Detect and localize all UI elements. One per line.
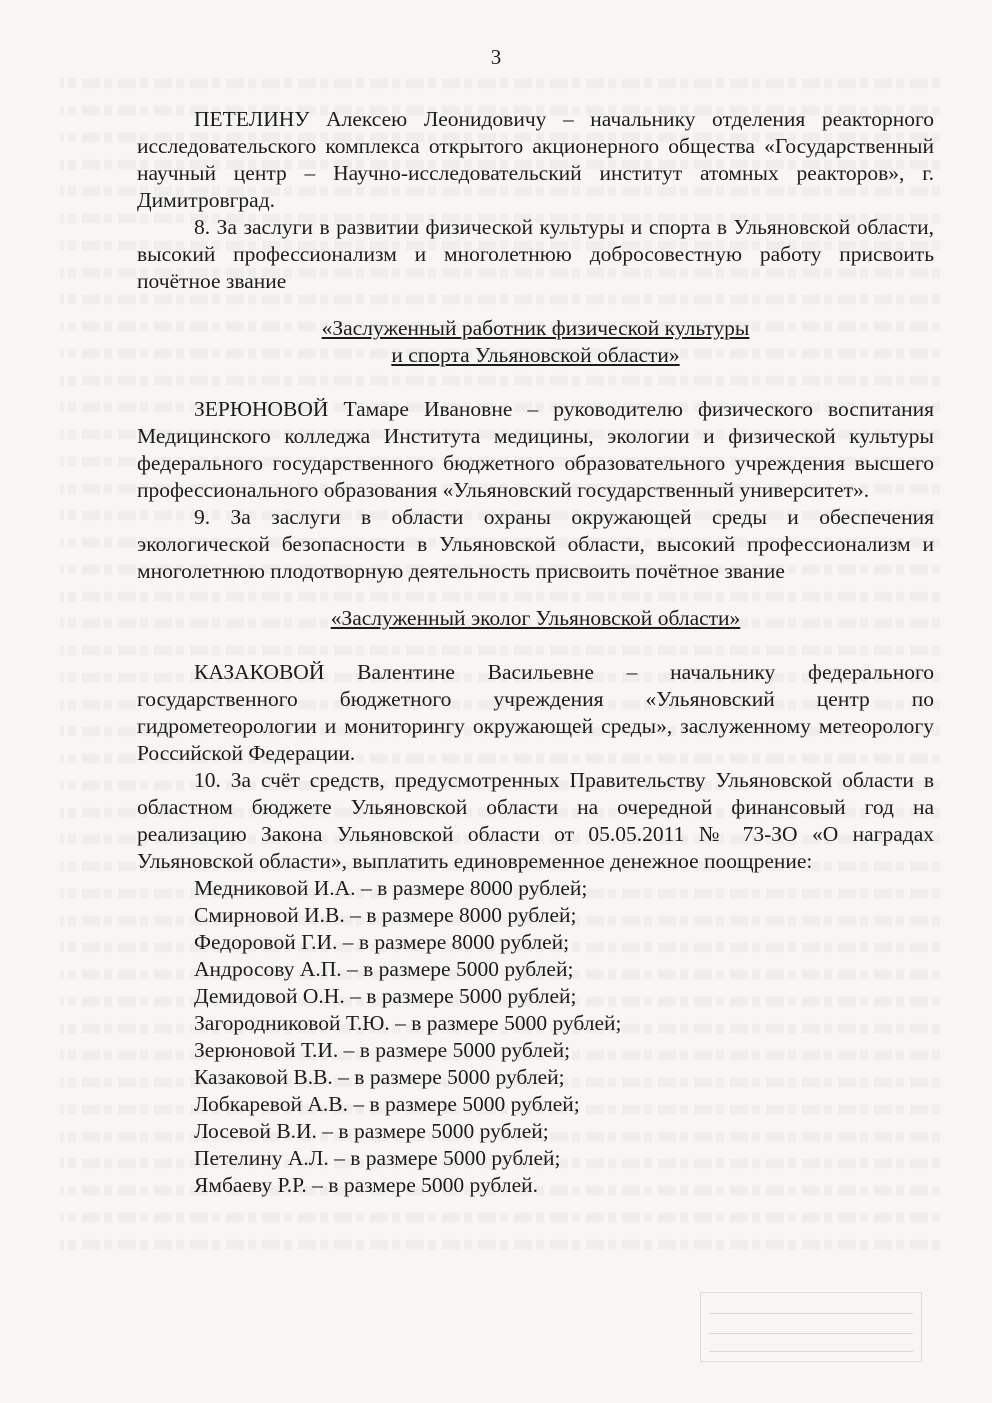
- paragraph-kazakova: КАЗАКОВОЙ Валентине Васильевне – начальнику федерального государственного бюджетного учреждения «Ульяновский центр по гидрометеорологии и мониторингу окружающей среды», заслуженному метеорологу Российской Федерации.: [137, 660, 934, 765]
- paragraph-petelin: ПЕТЕЛИНУ Алексею Леонидовичу – начальнику отделения реакторного исследовательского комплекса открытого акционерного общества «Государственный научный центр – Научно-исследовательский институт атомных реакторов», г. Димитровград.: [137, 107, 934, 212]
- payment-list: [137, 875, 934, 1199]
- list-item: Зерюновой Т.И. – в размере 5000 рублей;: [194, 1038, 571, 1062]
- paragraph-zeryunova: ЗЕРЮНОВОЙ Тамаре Ивановне – руководителю физического воспитания Медицинского колледжа Института медицины, экологии и физической культуры федерального государственного бюджетного образовательного учреждения высшего профессионального образования «Ульяновский государственный университет».: [137, 397, 934, 502]
- list-item: Лобкаревой А.В. – в размере 5000 рублей;: [194, 1092, 580, 1116]
- list-item: Демидовой О.Н. – в размере 5000 рублей;: [194, 984, 577, 1008]
- list-item: Лосевой В.И. – в размере 5000 рублей;: [194, 1119, 549, 1143]
- honorary-title-ecologist: «Заслуженный эколог Ульяновской области»: [330, 606, 741, 630]
- page-number: 3: [490, 45, 502, 69]
- document-body: [137, 106, 934, 1199]
- honorary-title-sport-line1: «Заслуженный работник физической культуры: [321, 316, 750, 340]
- list-item: Андросову А.П. – в размере 5000 рублей;: [194, 957, 574, 981]
- paragraph-item-10: 10. За счёт средств, предусмотренных Правительству Ульяновской области в областном бюджете Ульяновской области на очередной финансовый год на реализацию Закона Ульяновской области от 05.05.2011 № 73-ЗО «О наградах Ульяновской области», выплатить единовременное денежное поощрение:: [137, 768, 934, 873]
- registration-stamp: [700, 1292, 922, 1362]
- list-item: Смирновой И.В. – в размере 8000 рублей;: [194, 903, 577, 927]
- list-item: Загородниковой Т.Ю. – в размере 5000 рублей;: [194, 1011, 622, 1035]
- list-item: Петелину А.Л. – в размере 5000 рублей;: [194, 1146, 561, 1170]
- honorary-title-sport-line2: и спорта Ульяновской области»: [391, 343, 680, 367]
- list-item: Казаковой В.В. – в размере 5000 рублей;: [194, 1065, 565, 1089]
- list-item: Медниковой И.А. – в размере 8000 рублей;: [194, 876, 588, 900]
- paragraph-item-9: 9. За заслуги в области охраны окружающей среды и обеспечения экологической безопасности в Ульяновской области, высокий профессионализм и многолетнюю плодотворную деятельность присвоить почётное звание: [137, 505, 934, 583]
- list-item: Федоровой Г.И. – в размере 8000 рублей;: [194, 930, 570, 954]
- list-item: Ямбаеву Р.Р. – в размере 5000 рублей.: [194, 1173, 538, 1197]
- paragraph-item-8: 8. За заслуги в развитии физической культуры и спорта в Ульяновской области, высокий профессионализм и многолетнюю добросовестную работу присвоить почётное звание: [137, 215, 934, 293]
